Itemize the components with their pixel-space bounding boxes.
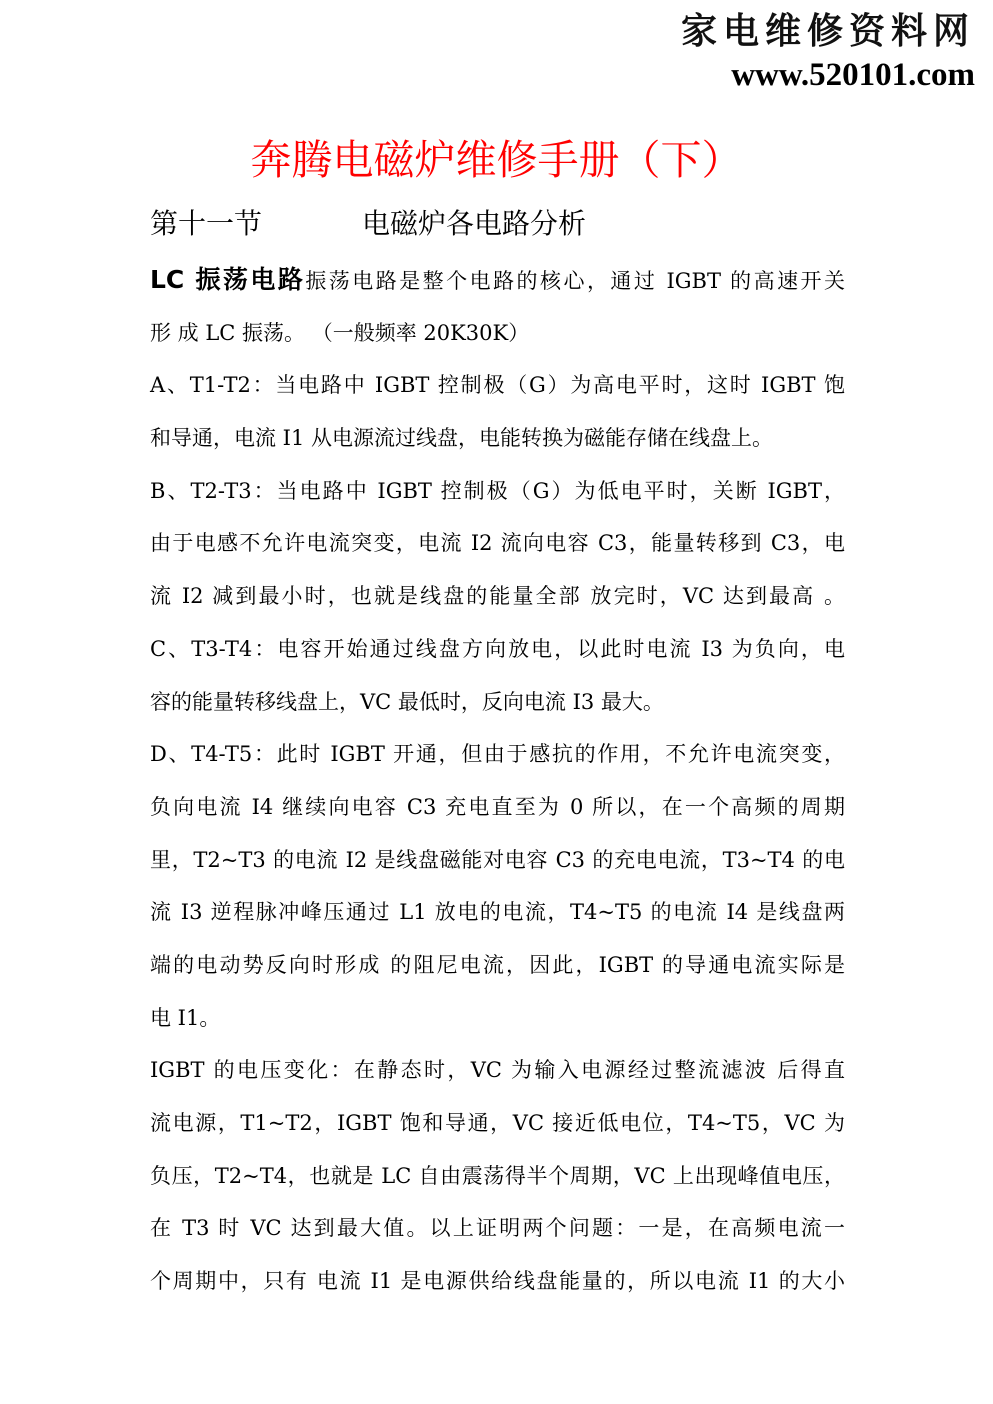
paragraph-line: 流 I3 逆程脉冲峰压通过 L1 放电的电流，T4~T5 的电流 I4 是线盘两 — [150, 900, 845, 925]
section-title: 电磁炉各电路分析 — [362, 207, 587, 240]
body-text — [150, 254, 845, 1308]
paragraph-line: 个周期中，只有 电流 I1 是电源供给线盘能量的，所以电流 I1 的大小 — [150, 1269, 845, 1294]
watermark-site-name: 家电维修资料网 — [680, 10, 975, 52]
section-heading — [150, 204, 586, 244]
watermark-url: www.520101.com — [731, 57, 975, 93]
paragraph-line: 容的能量转移线盘上，VC 最低时，反向电流 I3 最大。 — [150, 689, 664, 714]
paragraph-line: A、T1-T2：当电路中 IGBT 控制极（G）为高电平时，这时 IGBT 饱 — [150, 373, 845, 398]
paragraph-line: 在 T3 时 VC 达到最大值。以上证明两个问题：一是，在高频电流一 — [150, 1216, 845, 1241]
section-number: 第十一节 — [150, 207, 263, 240]
paragraph-line: LC 振荡电路振荡电路是整个电路的核心，通过 IGBT 的高速开关 — [150, 265, 846, 294]
site-watermark — [645, 8, 975, 94]
paragraph-line: 负向电流 I4 继续向电容 C3 充电直至为 0 所以，在一个高频的周期 — [150, 794, 845, 819]
paragraph-line: B、T2-T3：当电路中 IGBT 控制极（G）为低电平时，关断 IGBT， — [150, 478, 845, 503]
paragraph-line: 流电源，T1~T2，IGBT 饱和导通，VC 接近低电位，T4~T5，VC 为 — [150, 1111, 845, 1135]
lc-circuit-heading: LC 振荡电路 — [150, 265, 306, 294]
paragraph-line: 电 I1。 — [150, 1005, 221, 1030]
paragraph-line: 里，T2~T3 的电流 I2 是线盘磁能对电容 C3 的充电电流，T3~T4 的电 — [150, 847, 845, 872]
paragraph-line: 流 I2 减到最小时，也就是线盘的能量全部 放完时，VC 达到最高 。 — [150, 584, 845, 609]
paragraph-line: 负压，T2~T4，也就是 LC 自由震荡得半个周期，VC 上出现峰值电压， — [150, 1163, 845, 1188]
document-title: 奔腾电磁炉维修手册（下） — [250, 136, 743, 184]
paragraph-line: IGBT 的电压变化：在静态时，VC 为输入电源经过整流滤波 后得直 — [150, 1058, 845, 1083]
paragraph-line: 由于电感不允许电流突变，电流 I2 流向电容 C3，能量转移到 C3，电 — [150, 531, 845, 556]
paragraph-line: 形 成 LC 振荡。 （一般频率 20K30K） — [150, 320, 530, 345]
paragraph-line: D、T4-T5：此时 IGBT 开通，但由于感抗的作用，不允许电流突变， — [150, 742, 845, 767]
paragraph-line: C、T3-T4：电容开始通过线盘方向放电，以此时电流 I3 为负向，电 — [150, 636, 845, 661]
paragraph-line: 和导通，电流 I1 从电源流过线盘，电能转换为磁能存储在线盘上。 — [150, 426, 774, 451]
paragraph-line: 端的电动势反向时形成 的阻尼电流，因此，IGBT 的导通电流实际是 — [150, 952, 845, 977]
